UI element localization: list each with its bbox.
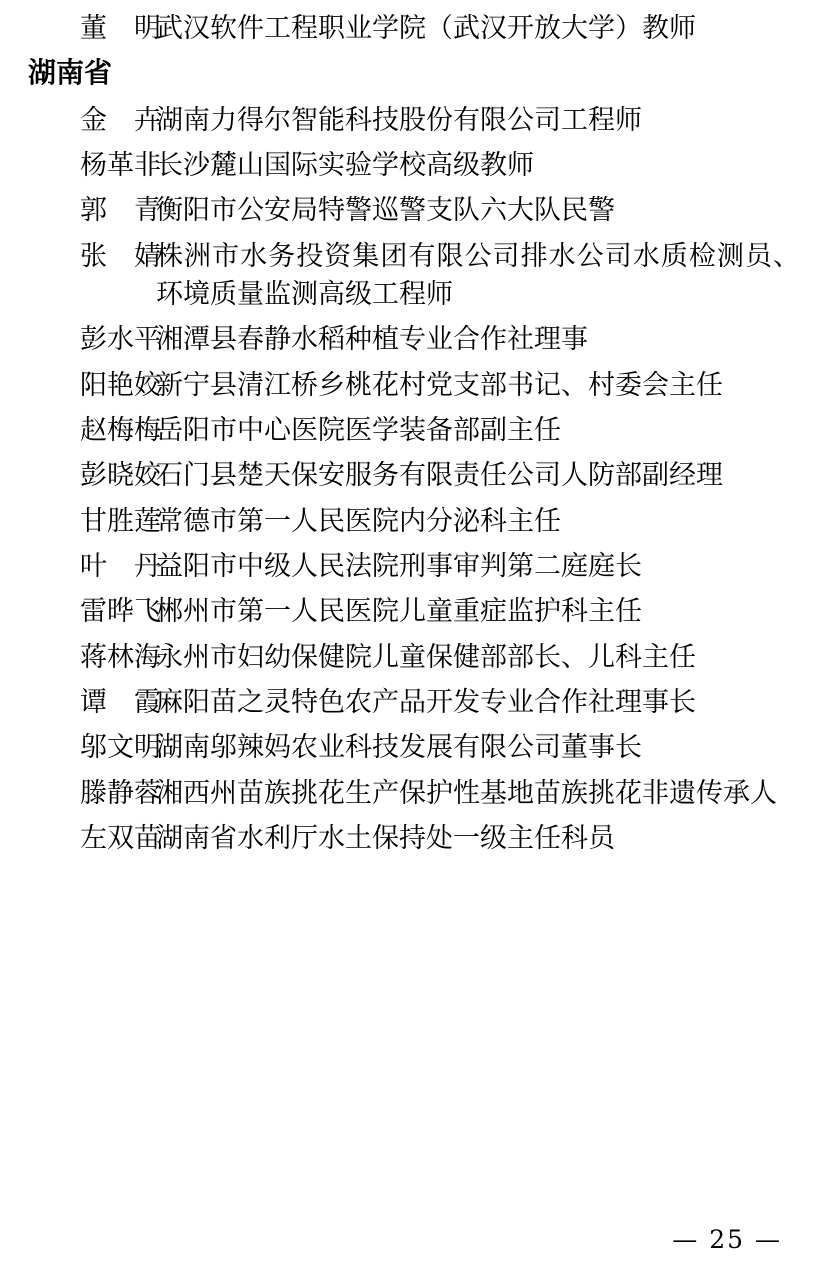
honoree-entry	[28, 503, 800, 541]
honoree-description: 湘潭县春静水稻种植专业合作社理事	[156, 324, 588, 356]
honoree-entry	[28, 593, 800, 631]
honoree-name: 张 婧	[80, 240, 161, 272]
honoree-entry	[28, 639, 800, 677]
honoree-description: 武汉软件工程职业学院（武汉开放大学）教师	[156, 13, 696, 44]
honoree-name: 邬文明	[80, 732, 161, 764]
honoree-description: 衡阳市公安局特警巡警支队六大队民警	[156, 195, 615, 227]
honoree-description: 岳阳市中心医院医学装备部副主任	[156, 415, 561, 447]
honoree-description: 麻阳苗之灵特色农产品开发专业合作社理事长	[156, 686, 696, 718]
honoree-description: 湘西州苗族挑花生产保护性基地苗族挑花非遗传承人	[156, 777, 777, 809]
honoree-name: 谭 霞	[80, 686, 161, 718]
honoree-description: 益阳市中级人民法院刑事审判第二庭庭长	[156, 551, 642, 582]
honoree-name: 滕静蓉	[80, 777, 161, 809]
honoree-description: 永州市妇幼保健院儿童保健部部长、儿科主任	[156, 641, 696, 673]
honoree-name: 董 明	[80, 13, 161, 44]
honoree-entry	[28, 147, 800, 185]
honoree-entry	[28, 10, 800, 48]
honoree-name: 彭晓姣	[80, 460, 161, 492]
honoree-name: 雷晔飞	[80, 596, 161, 628]
honoree-description: 湖南邬辣妈农业科技发展有限公司董事长	[156, 732, 642, 764]
honoree-name: 金 卉	[80, 104, 161, 136]
honoree-name: 左双苗	[80, 822, 161, 854]
honoree-description: 长沙麓山国际实验学校高级教师	[156, 150, 534, 182]
honoree-entry	[28, 729, 800, 767]
honoree-name: 叶 丹	[80, 551, 161, 582]
honoree-entry	[28, 238, 800, 315]
honoree-name: 彭水平	[80, 324, 161, 356]
honoree-entry	[28, 102, 800, 140]
honoree-entry	[28, 367, 800, 405]
honoree-list	[28, 102, 800, 859]
honoree-entry	[28, 321, 800, 359]
honoree-entry	[28, 457, 800, 495]
honoree-name: 赵梅梅	[80, 415, 161, 447]
honoree-description: 湖南力得尔智能科技股份有限公司工程师	[156, 104, 642, 136]
honoree-name: 蒋林海	[80, 641, 161, 673]
honoree-name: 杨革非	[80, 150, 161, 182]
honoree-description: 郴州市第一人民医院儿童重症监护科主任	[156, 596, 642, 628]
honoree-entry	[28, 820, 800, 858]
honoree-description: 石门县楚天保安服务有限责任公司人防部副经理	[156, 460, 723, 492]
honoree-description: 新宁县清江桥乡桃花村党支部书记、村委会主任	[156, 369, 723, 401]
section-heading-province: 湖南省	[28, 56, 113, 90]
honoree-entry	[28, 684, 800, 722]
honoree-entry	[28, 775, 800, 813]
honoree-name: 甘胜莲	[80, 505, 161, 537]
honoree-description: 株洲市水务投资集团有限公司排水公司水质检测员、环境质量监测高级工程师	[156, 240, 800, 311]
honoree-entry	[28, 192, 800, 230]
honoree-description: 湖南省水利厅水土保持处一级主任科员	[156, 822, 615, 854]
page-number: — 25 —	[672, 1225, 782, 1254]
honoree-entry	[28, 548, 800, 586]
honoree-name: 郭 青	[80, 195, 161, 227]
honoree-name: 阳艳姣	[80, 369, 161, 401]
honoree-entry	[28, 412, 800, 450]
honoree-description: 常德市第一人民医院内分泌科主任	[156, 505, 561, 537]
